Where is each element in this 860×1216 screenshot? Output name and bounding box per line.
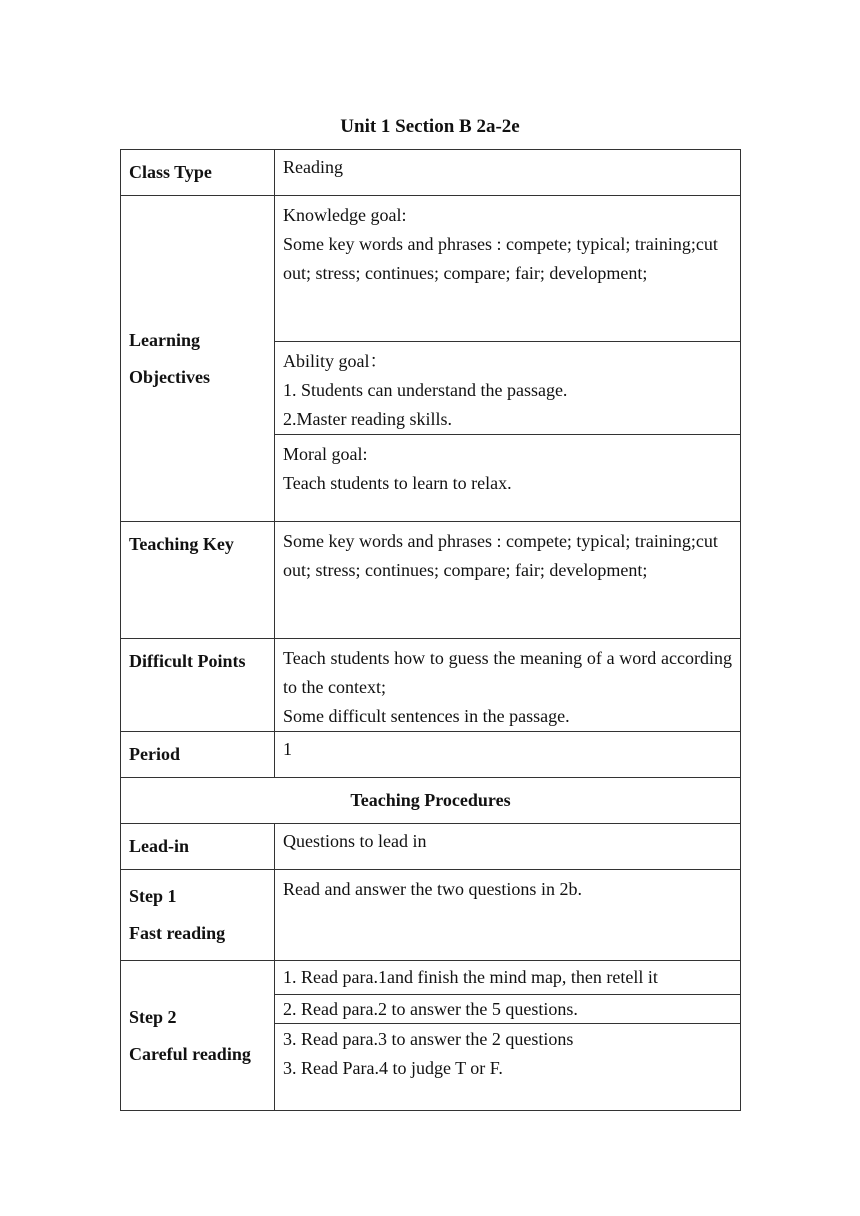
document-title: Unit 1 Section B 2a-2e: [340, 116, 520, 137]
learning-objectives-label: [121, 196, 275, 522]
knowledge-goal-text: Some key words and phrases : compete; typical; training;cut out; stress; continues; compare; fair; development;: [283, 234, 718, 283]
teaching-key-value: Some key words and phrases : compete; typical; training;cut out; stress; continues; compare; fair; development;: [275, 522, 741, 639]
ability-goal-item: 1. Students can understand the passage.: [283, 380, 568, 400]
ability-goal-item: 2.Master reading skills.: [283, 409, 452, 429]
moral-goal-heading: Moral goal:: [283, 444, 368, 464]
difficult-points-line2: Some difficult sentences in the passage.: [283, 706, 570, 726]
lead-in-label: Lead-in: [121, 824, 275, 870]
step2-label-line2: Careful reading: [129, 1043, 251, 1064]
step2-items-cell: [275, 1024, 741, 1111]
moral-goal-text: Teach students to learn to relax.: [283, 473, 512, 493]
objectives-label-line1: Learning: [129, 329, 201, 350]
step1-label-line1: Step 1: [129, 886, 177, 906]
step2-label-line1: Step 2: [129, 1006, 177, 1027]
row-period: [121, 732, 741, 778]
step1-label-line2: Fast reading: [129, 923, 226, 943]
step2-item2: 2. Read para.2 to answer the 5 questions.: [275, 995, 741, 1024]
ability-goal-heading: Ability goal：: [283, 351, 388, 371]
row-knowledge-goal: [121, 196, 741, 342]
moral-goal-cell: [275, 435, 741, 522]
period-label: Period: [121, 732, 275, 778]
teaching-key-label: Teaching Key: [121, 522, 275, 639]
row-step1: [121, 870, 741, 961]
step2-label: [121, 961, 275, 1111]
ability-goal-cell: [275, 342, 741, 435]
row-teaching-key: [121, 522, 741, 639]
step1-value: Read and answer the two questions in 2b.: [275, 870, 741, 961]
row-class-type: [121, 150, 741, 196]
class-type-value: Reading: [275, 150, 741, 196]
period-value: 1: [275, 732, 741, 778]
lead-in-value: Questions to lead in: [275, 824, 741, 870]
knowledge-goal-heading: Knowledge goal:: [283, 205, 407, 225]
difficult-points-line1: Teach students how to guess the meaning of a word according to the context;: [283, 648, 732, 697]
step2-item1: 1. Read para.1and finish the mind map, then retell it: [275, 961, 741, 995]
teaching-procedures-heading: Teaching Procedures: [121, 778, 741, 824]
row-difficult-points: [121, 639, 741, 732]
lesson-plan-table: [120, 149, 741, 1111]
step2-item3: 3. Read para.3 to answer the 2 questions: [283, 1029, 574, 1049]
step2-item4: 3. Read Para.4 to judge T or F.: [283, 1058, 503, 1078]
objectives-label-line2: Objectives: [129, 366, 210, 387]
class-type-label: Class Type: [121, 150, 275, 196]
row-lead-in: [121, 824, 741, 870]
difficult-points-cell: [275, 639, 741, 732]
knowledge-goal-cell: [275, 196, 741, 342]
difficult-points-label: Difficult Points: [121, 639, 275, 732]
step1-label: [121, 870, 275, 961]
row-procedures-heading: [121, 778, 741, 824]
row-step2-item1: [121, 961, 741, 995]
